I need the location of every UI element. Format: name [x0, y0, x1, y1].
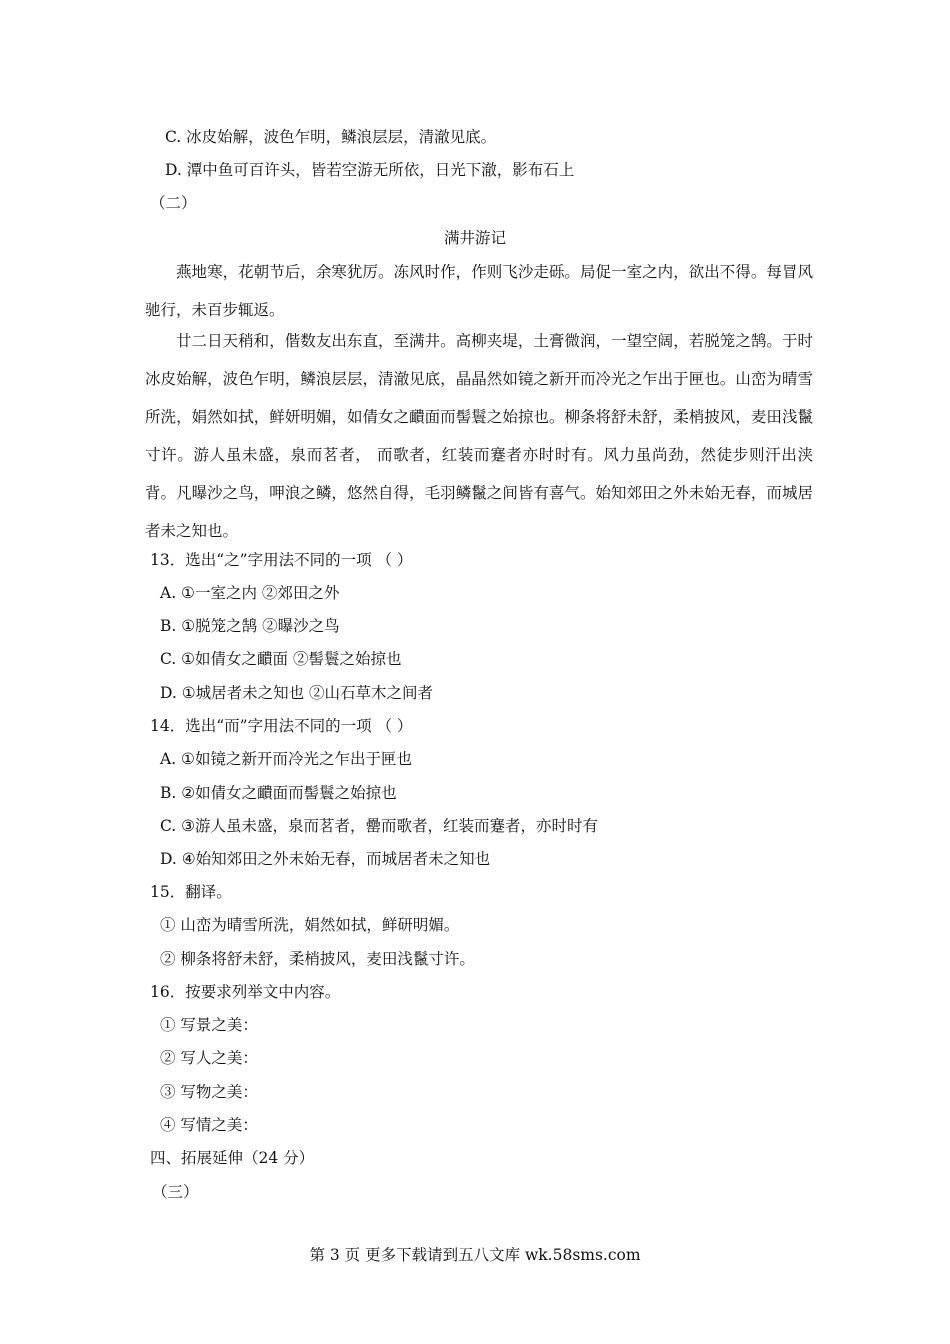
question-13-option-c: C. ①如倩女之靧面 ②髻鬟之始掠也 — [160, 650, 402, 668]
option-d-prev: D. 潭中鱼可百许头，皆若空游无所依，日光下澈，影布石上 — [165, 161, 575, 179]
passage-paragraph-1: 燕地寒，花朝节后，余寒犹厉。冻风时作，作则飞沙走砾。局促一室之内，欲出不得。每冒风驰行，未百步辄返。 — [145, 263, 813, 319]
question-16-item-4: ④ 写情之美： — [160, 1116, 258, 1134]
option-c-prev: C. 冰皮始解，波色乍明，鳞浪层层，清澈见底。 — [165, 128, 497, 146]
section-4-heading: 四、拓展延伸（24 分） — [150, 1149, 315, 1167]
section-label-3: （三） — [152, 1183, 199, 1201]
question-16-item-3: ③ 写物之美： — [160, 1083, 258, 1101]
question-13-option-b: B. ①脱笼之鹄 ②曝沙之鸟 — [160, 617, 340, 635]
question-14-option-c: C. ③游人虽未盛，泉而茗者，罍而歌者，红装而蹇者，亦时时有 — [160, 817, 599, 835]
question-13-option-a: A. ①一室之内 ②郊田之外 — [160, 584, 340, 602]
question-15-item-1: ① 山峦为晴雪所洗，娟然如拭，鲜研明媚。 — [160, 916, 460, 934]
passage-title: 满井游记 — [443, 229, 506, 247]
question-15-item-2: ② 柳条将舒未舒，柔梢披风，麦田浅鬣寸许。 — [160, 950, 475, 968]
passage-paragraph-2: 廿二日天稍和，偕数友出东直，至满井。高柳夹堤，土膏微润，一望空阔，若脱笼之鹄。于时冰皮始解，波色乍明，鳞浪层层，清澈见底，晶晶然如镜之新开而冷光之乍出于匣也。山峦为晴雪所洗，娟然如拭，鲜妍明媚，如倩女之靧面而髻鬟之始掠也。柳条将舒未舒，柔梢披风，麦田浅鬣寸许。游人虽未盛，泉而茗者， 而歌者，红装而蹇者亦时时有。风力虽尚劲，然徒步则汗出浃背。凡曝沙之鸟，呷浪之鳞，悠然自得，毛羽鳞鬣之间皆有喜气。始知郊田之外未始无春，而城居者未之知也。 — [145, 332, 813, 540]
question-14-stem: 14．选出“而”字用法不同的一项 （ ） — [150, 717, 413, 735]
question-14-option-d: D. ④始知郊田之外未始无春，而城居者未之知也 — [160, 850, 491, 868]
question-15-stem: 15．翻译。 — [150, 883, 232, 901]
page-footer: 第 3 页 更多下载请到五八文库 wk.58sms.com — [309, 1246, 641, 1264]
question-16-stem: 16．按要求列举文中内容。 — [150, 983, 341, 1001]
question-16-item-1: ① 写景之美： — [160, 1016, 258, 1034]
section-label-2: （二） — [150, 194, 197, 212]
question-14-option-b: B. ②如倩女之靧面而髻鬟之始掠也 — [160, 784, 397, 802]
question-13-option-d: D. ①城居者未之知也 ②山石草木之间者 — [160, 684, 434, 702]
question-16-item-2: ② 写人之美： — [160, 1049, 258, 1067]
question-14-option-a: A. ①如镜之新开而冷光之乍出于匣也 — [160, 750, 412, 768]
question-13-stem: 13．选出“之”字用法不同的一项 （ ） — [150, 551, 413, 569]
